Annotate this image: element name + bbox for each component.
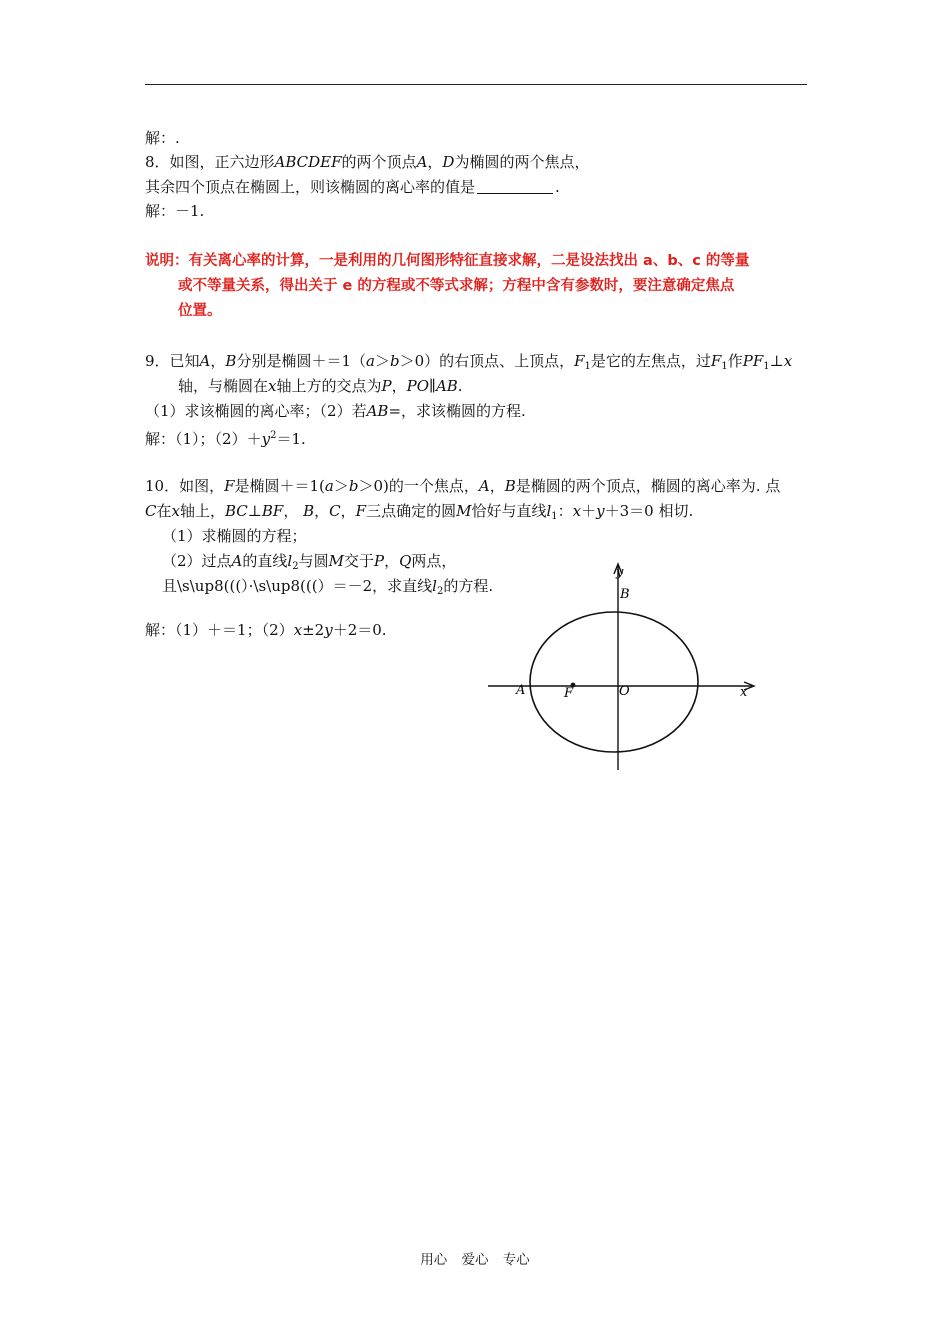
q8-solution: 解：－1. bbox=[145, 202, 205, 220]
q10-solution: 解：（1）＋＝1；（2）x±2y＋2＝0. bbox=[145, 621, 387, 639]
ellipse bbox=[530, 612, 698, 752]
q10-line-3: （1）求椭圆的方程； bbox=[162, 527, 307, 545]
page-footer: 用心 爱心 专心 bbox=[420, 1252, 530, 1268]
q8-line-1: 8．如图，正六边形ABCDEF的两个顶点A，D为椭圆的两个焦点， bbox=[145, 153, 590, 171]
solution-prev: 解：. bbox=[145, 129, 180, 147]
q10-line-2: C在x轴上，BC⊥BF， B，C，F三点确定的圆M恰好与直线$l_1$：x＋y＋3＝0 相切. bbox=[145, 502, 694, 522]
note-line-2: 或不等量关系，得出关于 e 的方程或不等式求解；方程中含有参数时，要注意确定焦点 bbox=[178, 278, 735, 294]
label-y: y bbox=[616, 565, 624, 580]
ellipse-figure bbox=[480, 560, 770, 775]
label-o: O bbox=[619, 684, 630, 699]
label-a: A bbox=[516, 683, 526, 698]
q9-line-1: 9．已知A，B分别是椭圆＋＝1（a＞b＞0）的右顶点、上顶点，$F_1$是它的左焦点，过$F_1$作$PF_1\perp x$ bbox=[145, 352, 793, 372]
note-line-1: 说明：有关离心率的计算，一是利用的几何图形特征直接求解，二是设法找出 a、b、c 的等量 bbox=[145, 253, 750, 269]
label-x: x bbox=[740, 685, 748, 700]
q9-line-3: （1）求该椭圆的离心率；（2）若AB=，求该椭圆的方程. bbox=[145, 402, 526, 420]
answer-blank[interactable] bbox=[477, 178, 553, 194]
q9-solution: 解：（1）；$(2)+y^2=1$. bbox=[145, 430, 306, 448]
q10-line-5: 且\s\up8(((）·\s\up8(((）＝－2，求直线$l_2$的方程. bbox=[162, 577, 494, 597]
label-f: F bbox=[564, 686, 574, 701]
q10-line-1: 10．如图，F是椭圆＋＝1(a＞b＞0)的一个焦点，A，B是椭圆的两个顶点，椭圆的离心率为. 点 bbox=[145, 477, 781, 495]
q10-line-4: （2）过点A的直线$l_2$与圆M交于P，Q两点， bbox=[162, 552, 457, 572]
q9-line-2: 轴，与椭圆在x轴上方的交点为P，PO∥AB. bbox=[178, 377, 463, 395]
note-line-3: 位置。 bbox=[178, 303, 222, 319]
q8-line-2: 其余四个顶点在椭圆上，则该椭圆的离心率的值是 . bbox=[145, 178, 560, 196]
label-b: B bbox=[620, 587, 630, 602]
header-rule bbox=[145, 84, 807, 85]
